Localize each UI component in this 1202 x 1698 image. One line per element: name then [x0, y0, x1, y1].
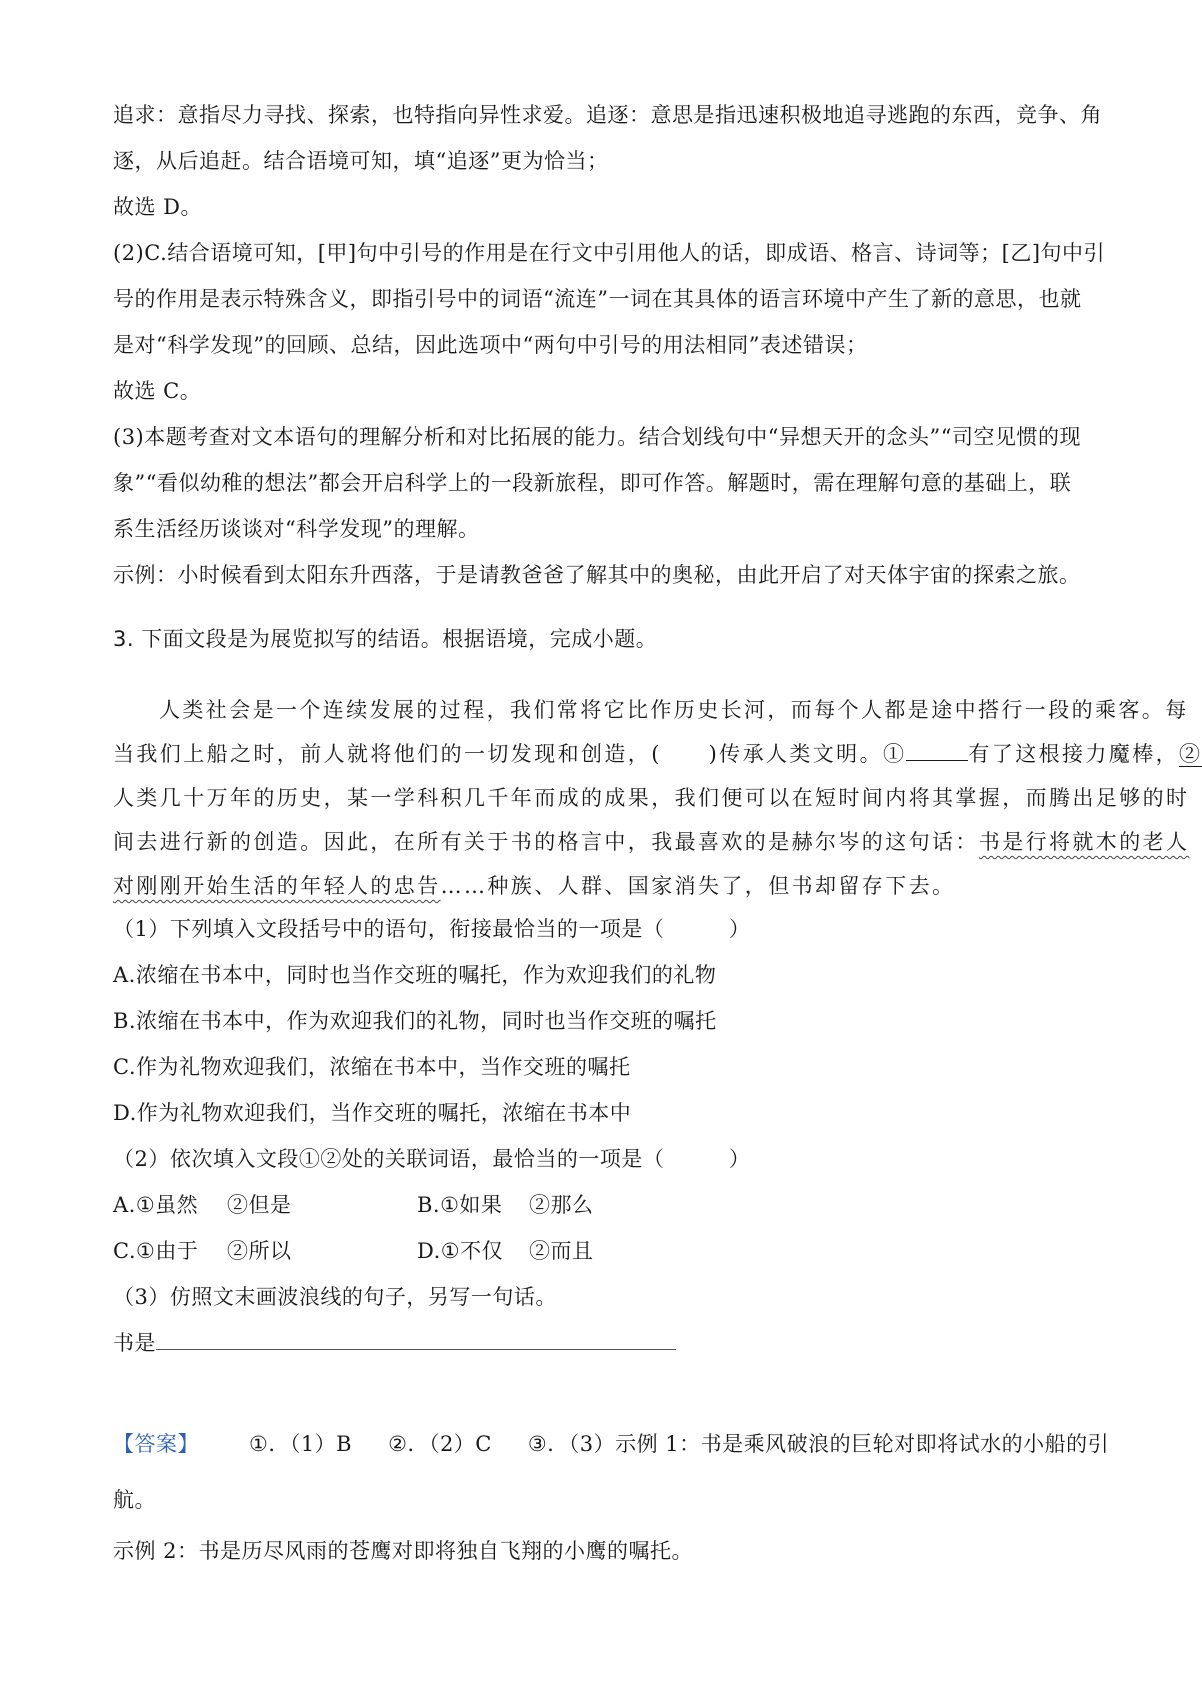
question-2-options-ab	[113, 1182, 1110, 1228]
question-1-option-b: B.浓缩在书本中，作为欢迎我们的礼物，同时也当作交班的嘱托	[113, 1009, 717, 1033]
answer-item-1: ①．（1）B	[249, 1432, 353, 1456]
question-2-stem: （2）依次填入文段①②处的关联词语，最恰当的一项是（ ）	[113, 1147, 751, 1171]
passage-line	[113, 864, 1110, 908]
choice-d-line	[113, 184, 1110, 230]
option-b-2: ②那么	[529, 1193, 594, 1217]
text-line: 故选 D。	[113, 195, 203, 219]
passage-line	[113, 732, 1202, 776]
text-line: 逐，从后追赶。结合语境可知，填“追逐”更为恰当；	[113, 149, 609, 173]
text-line: 示例：小时候看到太阳东升西落，于是请教爸爸了解其中的奥秘，由此开启了对天体宇宙的探索之旅。	[113, 563, 1081, 587]
blank-marker-2: ②	[1179, 742, 1202, 766]
answer-blank	[156, 1329, 676, 1350]
passage-text: 间去进行新的创造。因此，在所有关于书的格言中，我最喜欢的是赫尔岑的这句话：	[113, 830, 979, 854]
text-line: 是对“科学发现”的回顾、总结，因此选项中“两句中引号的用法相同”表述错误；	[113, 333, 868, 357]
answer-prefix: 书是	[113, 1331, 156, 1355]
passage-line: 人类几十万年的历史，某一学科积几千年而成的成果，我们便可以在短时间内将其掌握，而腾出足够的时	[113, 786, 1190, 810]
answer-item-3: ③．（3）示例 1：书是乘风破浪的巨轮对即将试水的小船的引	[527, 1432, 1110, 1456]
passage-text: 当我们上船之时，前人就将他们的一切发现和创造，( )传承人类文明。	[113, 742, 883, 766]
sub-questions	[113, 906, 1110, 1366]
passage-line	[113, 820, 1190, 864]
answer-label: 【答案】	[113, 1432, 199, 1456]
question-1-option-a: A.浓缩在书本中，同时也当作交班的嘱托，作为欢迎我们的礼物	[113, 963, 717, 987]
answer-line: 航。	[113, 1488, 156, 1512]
answer-line	[113, 1416, 1110, 1472]
question-2-options-cd	[113, 1228, 1110, 1274]
wavy-underlined-quote: 书是行将就木的老人	[978, 830, 1190, 854]
answer-item-2: ②．（2）C	[388, 1432, 492, 1456]
explanation-2	[113, 230, 1110, 414]
option-a-2: ②但是	[227, 1193, 292, 1217]
wavy-underlined-quote: 对刚刚开始生活的年轻人的忠告	[113, 874, 441, 898]
text-line: 号的作用是表示特殊含义，即指引号中的词语“流连”一词在其具体的语言环境中产生了新的意思，也就	[113, 287, 1082, 311]
question-1-option-c: C.作为礼物欢迎我们，浓缩在书本中，当作交班的嘱托	[113, 1055, 631, 1079]
blank-1	[906, 740, 968, 761]
option-d-2: ②而且	[529, 1239, 594, 1263]
text-line: (2)C.结合语境可知，[甲]句中引号的作用是在行文中引用他人的话，即成语、格言、诗词等；[乙]句中引	[113, 241, 1106, 265]
question-3-stem: （3）仿照文末画波浪线的句子，另写一句话。	[113, 1285, 557, 1309]
passage-line: 人类社会是一个连续发展的过程，我们常将它比作历史长河，而每个人都是途中搭行一段的乘客。每	[159, 698, 1189, 722]
passage-text: 有了这根接力魔棒，	[968, 742, 1179, 766]
option-d-1: D.①不仅	[417, 1239, 504, 1263]
text-line: 故选 C。	[113, 379, 202, 403]
blank-marker-1: ①	[882, 742, 907, 766]
option-a-1: A.①虽然	[113, 1193, 199, 1217]
question-3-title: 3. 下面文段是为展览拟写的结语。根据语境，完成小题。	[113, 627, 658, 651]
option-b-1: B.①如果	[417, 1193, 503, 1217]
reading-passage	[113, 688, 1202, 908]
answer-section	[113, 1416, 1110, 1528]
explanation-3	[113, 414, 1110, 598]
explanation-1	[113, 92, 1110, 184]
question-3-answer-line	[113, 1320, 1110, 1366]
text-line: 系生活经历谈谈对“科学发现”的理解。	[113, 517, 480, 541]
option-c-1: C.①由于	[113, 1239, 199, 1263]
question-1-stem: （1）下列填入文段括号中的语句，衔接最恰当的一项是（ ）	[113, 917, 751, 941]
passage-text: ……种族、人群、国家消失了，但书却留存下去。	[440, 874, 956, 898]
option-c-2: ②所以	[227, 1239, 292, 1263]
text-line: 象”“看似幼稚的想法”都会开启科学上的一段新旅程，即可作答。解题时，需在理解句意的基础上，联	[113, 471, 1072, 495]
text-line: (3)本题考查对文本语句的理解分析和对比拓展的能力。结合划线句中“异想天开的念头”“司空见惯的现	[113, 425, 1081, 449]
text-line: 追求：意指尽力寻找、探索，也特指向异性求爱。追逐：意思是指迅速积极地追寻逃跑的东西，竞争、角	[113, 103, 1102, 127]
question-1-option-d: D.作为礼物欢迎我们，当作交班的嘱托，浓缩在书本中	[113, 1101, 632, 1125]
example-2: 示例 2：书是历尽风雨的苍鹰对即将独自飞翔的小鹰的嘱托。	[113, 1539, 694, 1563]
